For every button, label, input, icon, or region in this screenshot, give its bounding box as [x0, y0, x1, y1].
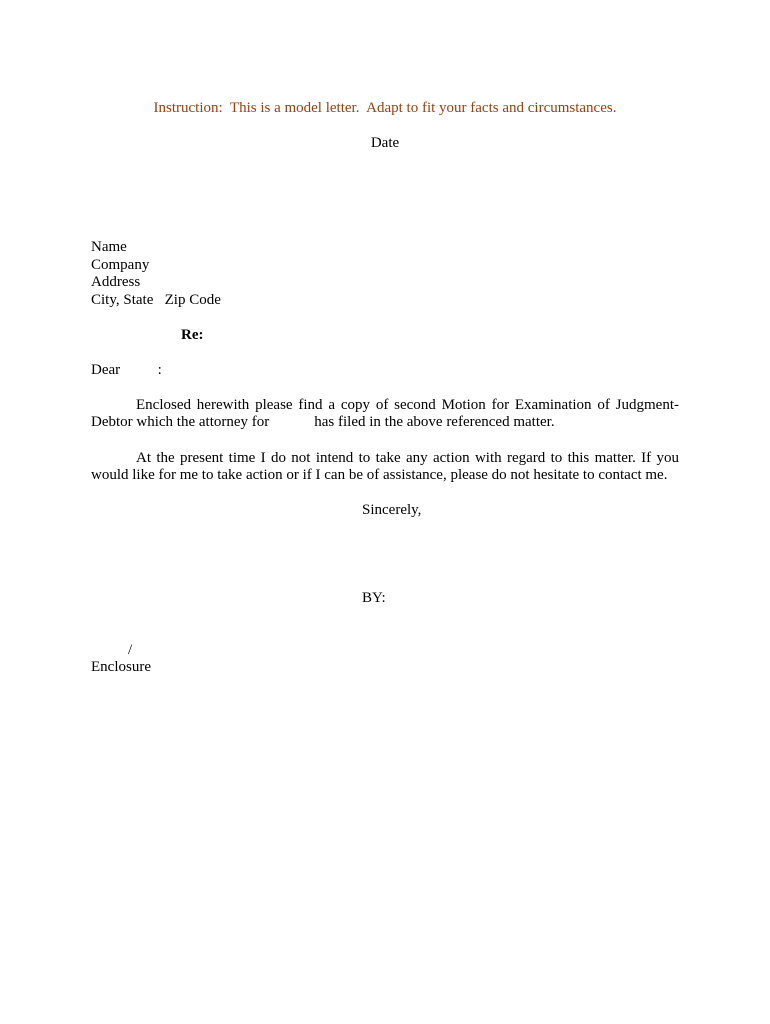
re-label: Re: — [181, 327, 204, 343]
paragraph-2-line-1: At the present time I do not intend to take any action with regard to this matter. If you — [136, 450, 679, 466]
body-paragraph-1 — [91, 397, 679, 431]
recipient-company: Company — [91, 257, 150, 273]
paragraph-1-line-2: Debtor which the attorney for has filed in the above referenced matter. — [91, 414, 555, 430]
signature-by-label: BY: — [362, 590, 386, 606]
closing: Sincerely, — [362, 502, 422, 518]
recipient-city-state-zip: City, State Zip Code — [91, 292, 221, 308]
paragraph-2-line-2: would like for me to take action or if I can be of assistance, please do not hesitate to contact me. — [91, 467, 668, 483]
recipient-address: Address — [91, 274, 141, 290]
instruction-note: Instruction: This is a model letter. Adapt to fit your facts and circumstances. — [153, 100, 617, 116]
paragraph-1-line-1: Enclosed herewith please find a copy of second Motion for Examination of Judgment- — [136, 397, 679, 413]
date-line: Date — [370, 135, 400, 151]
recipient-name: Name — [91, 239, 127, 255]
enclosure-note: Enclosure — [91, 659, 151, 675]
typist-initials: / — [128, 642, 133, 658]
salutation: Dear : — [91, 362, 162, 378]
body-paragraph-2 — [91, 450, 679, 484]
